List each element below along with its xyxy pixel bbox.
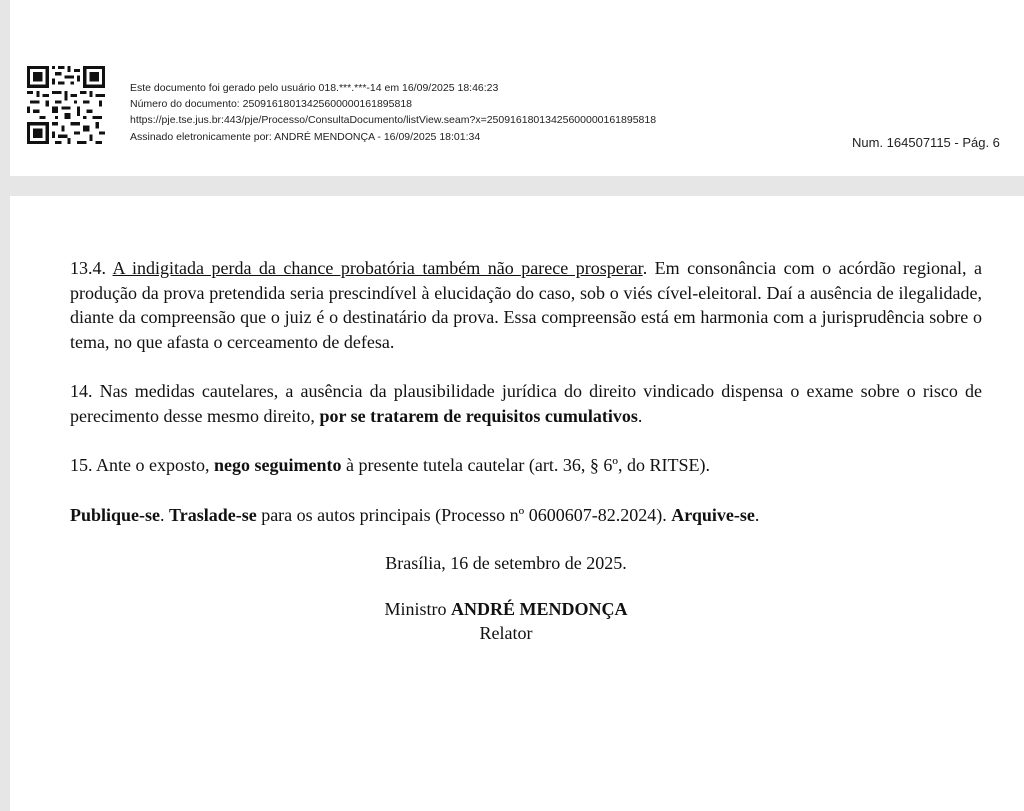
- qr-code-icon: [27, 66, 105, 144]
- bold-text: Arquive-se: [671, 504, 755, 525]
- underlined-text: A indigitada perda da chance probatória também não parece prosperar: [112, 258, 643, 278]
- paragraph-14: [70, 379, 982, 428]
- place-and-date: Brasília, 16 de setembro de 2025.: [385, 553, 627, 573]
- bold-text: Traslade-se: [169, 504, 257, 525]
- paragraph-text: 14. Nas medidas cautelares, a ausência da plausibilidade jurídica do direito vindicado dispensa o exame sobre o risco de perecimento desse mesmo direito,: [70, 381, 982, 426]
- document-page: [10, 196, 1024, 811]
- signer-role: Relator: [479, 622, 533, 643]
- page-reference: Num. 164507115 - Pág. 6: [852, 135, 1000, 150]
- bold-text: Publique-se: [70, 504, 161, 525]
- paragraph-text: à presente tutela cautelar (art. 36, § 6º, do RITSE).: [341, 455, 710, 475]
- electronic-signature-info: [130, 80, 656, 145]
- document-number-line: Número do documento: 25091618013425600000161895818: [130, 98, 412, 111]
- paragraph-text: . Em consonância com o acórdão regional, a produção da prova pretendida seria prescindível à elucidação do caso, sob o viés cível-eleitoral. Daí a ausência de ilegalidade, diante da compreensão que o juiz é o destinatário da prova. Essa compreensão está em harmonia com a jurisprudência sobre o tema, no que afasta o cerceamento de defesa.: [70, 258, 982, 352]
- document-url-line[interactable]: https://pje.tse.jus.br:443/pje/Processo/ConsultaDocumento/listView.seam?x=25091618013425600000161895818: [130, 114, 657, 127]
- paragraph-text: 15. Ante o exposto,: [70, 455, 214, 475]
- generated-by-line: Este documento foi gerado pelo usuário 018.***.***-14 em 16/09/2025 18:46:23: [130, 82, 499, 94]
- paragraph-text: .: [637, 405, 643, 426]
- closing-orders: [70, 503, 982, 528]
- paragraph-text: .: [754, 504, 760, 525]
- signer-title: Ministro: [384, 598, 451, 619]
- paragraph-text: para os autos principais (Processo nº 0600607-82.2024).: [256, 504, 672, 525]
- paragraph-15: [70, 453, 982, 478]
- paragraph-number: 13.4.: [70, 258, 113, 278]
- decision-text: [70, 256, 982, 645]
- paragraph-text: .: [160, 504, 170, 525]
- bold-text: nego seguimento: [214, 455, 342, 475]
- bold-text: por se tratarem de requisitos cumulativos: [319, 405, 638, 426]
- paragraph-13-4: [70, 256, 982, 354]
- page-header-sheet: [10, 0, 1024, 176]
- signature-block: [70, 597, 982, 645]
- signed-by-line: Assinado eletronicamente por: ANDRÉ MENDONÇA - 16/09/2025 18:01:34: [130, 130, 481, 143]
- signer-name: ANDRÉ MENDONÇA: [451, 598, 628, 619]
